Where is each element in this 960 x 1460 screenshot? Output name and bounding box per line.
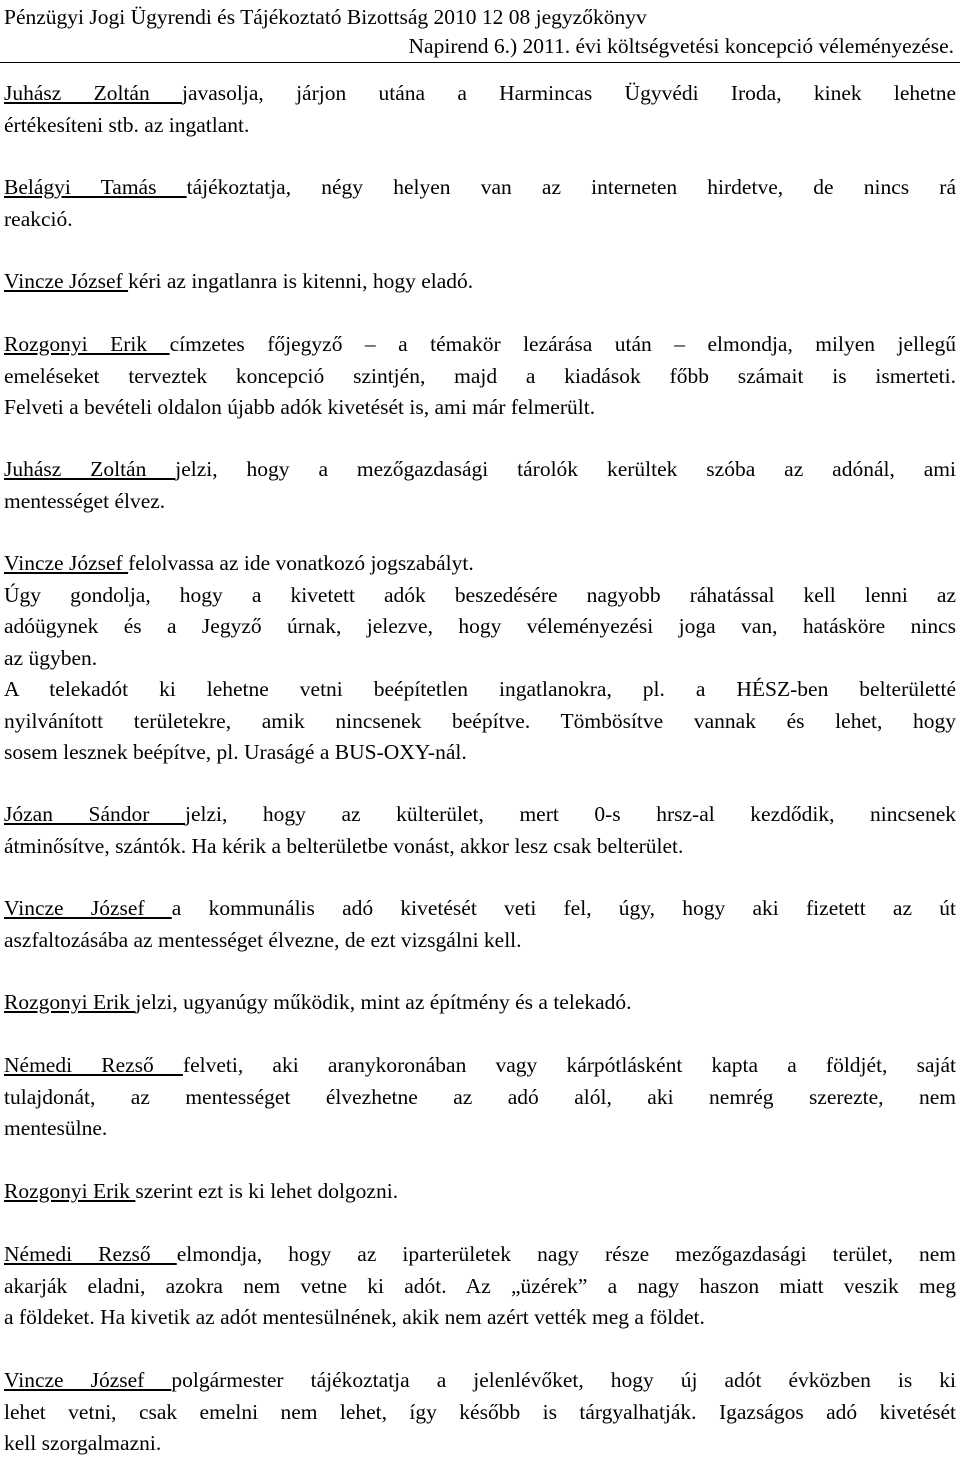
minutes-paragraph: [4, 78, 956, 141]
minutes-paragraph: [4, 548, 956, 769]
speaker-name: Belágyi Tamás: [4, 175, 187, 199]
speaker-name: Némedi Rezső: [4, 1242, 177, 1266]
text-line: Felveti a bevételi oldalon újabb adók kivetését is, ami már felmerült.: [4, 395, 596, 419]
text-line: Rozgonyi Erik jelzi, ugyanúgy működik, mint az építmény és a telekadó.: [4, 990, 632, 1014]
text-line: emeléseket terveztek koncepció szintjén, majd a kiadások főbb számait is ismerteti.: [4, 363, 956, 388]
document-title: Pénzügyi Jogi Ügyrendi és Tájékoztató Bizottság 2010 12 08 jegyzőkönyv: [4, 5, 647, 29]
minutes-paragraph: [4, 893, 956, 956]
text-line: aszfaltozásába az mentességet élvezne, de ezt vizsgálni kell.: [4, 927, 522, 952]
speaker-name: Némedi Rezső: [4, 1053, 183, 1077]
speaker-name: Vincze József: [4, 1368, 172, 1392]
speaker-name: Vincze József: [4, 551, 129, 575]
page-header: [0, 0, 960, 63]
speaker-name: Juhász Zoltán: [4, 457, 176, 481]
text-line: Némedi Rezső felveti, aki aranykoronában vagy kárpótlásként kapta a földjét, saját: [4, 1053, 956, 1077]
text-line: Vincze József polgármester tájékoztatja a jelenlévőket, hogy új adót évközben is ki: [4, 1368, 956, 1392]
text-line: mentesülne.: [4, 1116, 108, 1140]
text-line: A telekadót ki lehetne vetni beépítetlen ingatlanokra, pl. a HÉSZ-ben belterületté: [4, 677, 956, 701]
text-line: Vincze József kéri az ingatlanra is kitenni, hogy eladó.: [4, 269, 474, 293]
minutes-paragraph: [4, 329, 956, 424]
minutes-paragraph: [4, 1239, 956, 1334]
text-line: Józan Sándor jelzi, hogy az külterület, mert 0-s hrsz-al kezdődik, nincsenek: [4, 802, 956, 826]
speaker-name: Rozgonyi Erik: [4, 332, 170, 356]
text-line: Vincze József a kommunális adó kivetését veti fel, úgy, hogy aki fizetett az út: [4, 896, 956, 920]
text-line: a földeket. Ha kivetik az adót mentesülnének, akik nem azért vették meg a földet.: [4, 1305, 705, 1329]
speaker-name: Vincze József: [4, 896, 172, 920]
text-line: akarják eladni, azokra nem vetne ki adót. Az „üzérek” a nagy haszon miatt veszik meg: [4, 1273, 956, 1298]
text-line: Úgy gondolja, hogy a kivetett adók beszedésére nagyobb ráhatással kell lenni az: [4, 582, 956, 607]
minutes-paragraph: [4, 454, 956, 517]
agenda-item: Napirend 6.) 2011. évi költségvetési koncepció véleményezése.: [408, 34, 954, 58]
minutes-paragraph: [4, 799, 956, 862]
text-line: Belágyi Tamás tájékoztatja, négy helyen van az interneten hirdetve, de nincs rá: [4, 175, 957, 199]
speaker-name: Vincze József: [4, 269, 129, 293]
text-line: Vincze József felolvassa az ide vonatkozó jogszabályt.: [4, 551, 474, 575]
minutes-paragraph: [4, 1365, 956, 1460]
text-line: mentességet élvez.: [4, 488, 166, 513]
minutes-paragraph: [4, 172, 956, 235]
speaker-name: Józan Sándor: [4, 802, 185, 826]
text-line: tulajdonát, az mentességet élvezhetne az adó alól, aki nemrég szerezte, nem: [4, 1084, 956, 1109]
text-line: Rozgonyi Erik szerint ezt is ki lehet dolgozni.: [4, 1179, 399, 1203]
text-line: átminősítve, szántók. Ha kérik a belterületbe vonást, akkor lesz csak belterület.: [4, 833, 684, 858]
minutes-paragraph: [4, 1050, 956, 1145]
minutes-paragraph: [4, 1176, 956, 1208]
minutes-paragraph: [4, 987, 956, 1019]
speaker-name: Rozgonyi Erik: [4, 990, 136, 1014]
text-line: adóügynek és a Jegyző úrnak, jelezve, hogy véleményezési joga van, hatásköre nincs: [4, 614, 956, 638]
text-line: nyilvánított területekre, amik nincsenek beépítve. Tömbösítve vannak és lehet, hogy: [4, 708, 956, 733]
text-line: Juhász Zoltán jelzi, hogy a mezőgazdasági tárolók kerültek szóba az adónál, ami: [4, 457, 956, 481]
text-line: sosem lesznek beépítve, pl. Uraságé a BUS-OXY-nál.: [4, 740, 467, 764]
text-line: Némedi Rezső elmondja, hogy az iparterületek nagy része mezőgazdasági terület, nem: [4, 1242, 956, 1266]
text-line: lehet vetni, csak emelni nem lehet, így később is tárgyalhatják. Igazságos adó kivetését: [4, 1399, 956, 1424]
minutes-paragraph: [4, 266, 956, 298]
text-line: az ügyben.: [4, 645, 98, 670]
text-line: Rozgonyi Erik címzetes főjegyző – a témakör lezárása után – elmondja, milyen jellegű: [4, 332, 956, 356]
text-line: reakció.: [4, 206, 73, 231]
text-line: értékesíteni stb. az ingatlant.: [4, 112, 250, 137]
text-line: kell szorgalmazni.: [4, 1431, 162, 1455]
speaker-name: Juhász Zoltán: [4, 81, 182, 105]
speaker-name: Rozgonyi Erik: [4, 1179, 136, 1203]
text-line: Juhász Zoltán javasolja, járjon utána a Harmincas Ügyvédi Iroda, kinek lehetne: [4, 81, 956, 105]
